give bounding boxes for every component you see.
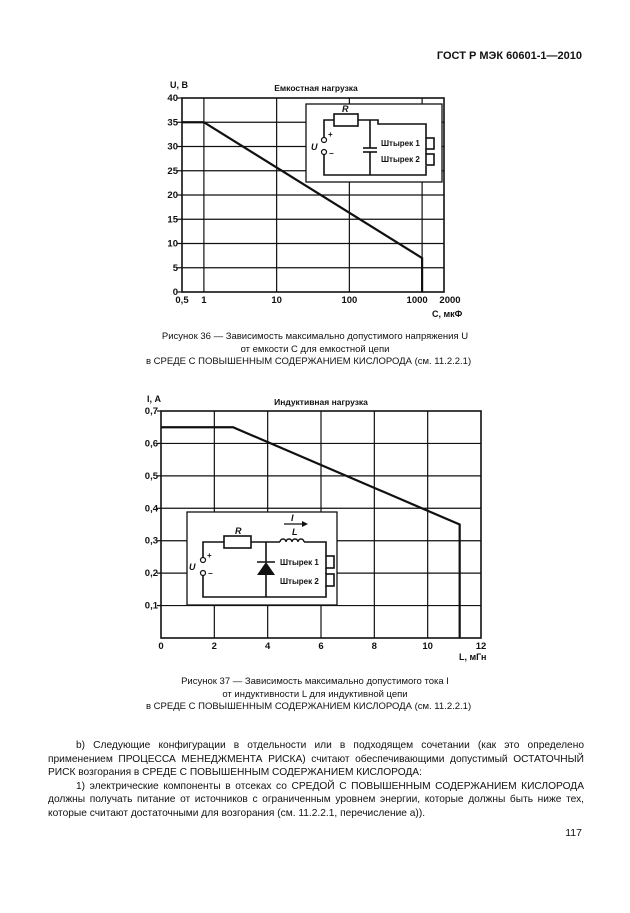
pin2-contact xyxy=(326,574,334,586)
y-tick-label: 5 xyxy=(172,262,178,274)
pin1-label: Штырек 1 xyxy=(381,139,420,148)
inductor-label: L xyxy=(292,527,298,537)
x-tick-label: 100 xyxy=(341,295,358,306)
pin2-contact xyxy=(426,154,434,165)
paragraph: 1) электрические компоненты в отсеках со СРЕДОЙ С ПОВЫШЕННЫМ СОДЕРЖАНИЕМ КИСЛОРОДА должны получать питание от источников с ограниченным уровнем энергии, которые должны быть ниже тех, которые считают достаточными для возгорания (см. 11.2.2.1, перечисление а)). xyxy=(48,780,584,819)
resistor-label: R xyxy=(235,526,242,536)
chart1-yticks xyxy=(167,93,182,298)
chart1-xlabel: C, мкФ xyxy=(432,309,463,319)
caption-line: в СРЕДЕ С ПОВЫШЕННЫМ СОДЕРЖАНИЕМ КИСЛОРОДА (см. 11.2.2.1) xyxy=(146,701,472,712)
chart2-title: Индуктивная нагрузка xyxy=(274,397,368,407)
x-tick-label: 2000 xyxy=(439,295,461,306)
x-tick-label: 12 xyxy=(475,641,487,652)
x-tick-label: 6 xyxy=(318,641,324,652)
y-tick-label: 30 xyxy=(167,141,178,153)
y-tick-label: 0,1 xyxy=(144,600,158,612)
x-tick-label: 8 xyxy=(371,641,377,652)
chart2-yticks xyxy=(145,406,161,612)
chart2-circuit xyxy=(187,512,337,605)
voltage-label: U xyxy=(311,142,318,152)
y-tick-label: 0,5 xyxy=(144,470,158,482)
y-tick-label: 0,3 xyxy=(144,535,158,547)
document-header: ГОСТ Р МЭК 60601-1—2010 xyxy=(436,50,582,62)
body-text xyxy=(48,739,584,821)
x-tick-label: 0 xyxy=(158,641,164,652)
chart-inductive xyxy=(145,394,487,662)
terminal-minus xyxy=(322,150,327,155)
caption-line: от емкости C для емкостной цепи xyxy=(240,343,390,355)
caption-line: от индуктивности L для индуктивной цепи xyxy=(222,688,408,700)
chart1-circuit xyxy=(306,104,442,182)
pin2-label: Штырек 2 xyxy=(280,577,319,586)
y-tick-label: 0,7 xyxy=(144,406,158,417)
y-tick-label: 10 xyxy=(167,238,178,250)
plus-sign: + xyxy=(207,551,212,560)
chart1-xticks xyxy=(175,295,460,306)
chart1-ylabel: U, В xyxy=(170,80,188,90)
y-tick-label: 25 xyxy=(167,165,178,177)
circuit1-box xyxy=(306,104,442,182)
plus-sign: + xyxy=(328,130,333,139)
chart2-ylabel: I, А xyxy=(147,394,162,404)
caption-line: Рисунок 36 — Зависимость максимально допустимого напряжения U xyxy=(161,331,469,342)
pin1-contact xyxy=(426,138,434,149)
resistor-label: R xyxy=(342,104,349,114)
y-tick-label: 40 xyxy=(167,93,178,104)
minus-sign: − xyxy=(208,569,213,578)
y-tick-label: 20 xyxy=(167,190,178,201)
chart-capacitive xyxy=(167,80,462,319)
terminal-plus xyxy=(322,138,327,143)
x-tick-label: 0,5 xyxy=(175,295,189,306)
y-tick-label: 35 xyxy=(167,117,178,129)
figure37-caption xyxy=(0,676,630,714)
caption-line: в СРЕДЕ С ПОВЫШЕННЫМ СОДЕРЖАНИЕМ КИСЛОРОДА (см. 11.2.2.1) xyxy=(146,356,472,367)
page-number: 117 xyxy=(565,827,582,839)
pin2-label: Штырек 2 xyxy=(381,155,420,164)
pin1-label: Штырек 1 xyxy=(280,558,319,567)
circuit1-resistor xyxy=(334,114,358,126)
current-label: I xyxy=(291,513,294,523)
terminal-plus xyxy=(201,558,206,563)
minus-sign: − xyxy=(329,149,334,158)
x-tick-label: 10 xyxy=(422,641,433,652)
voltage-label: U xyxy=(189,562,196,572)
chart2-xlabel: L, мГн xyxy=(459,652,487,662)
chart1-title: Емкостная нагрузка xyxy=(274,83,358,93)
y-tick-label: 15 xyxy=(167,214,178,226)
y-tick-label: 0,4 xyxy=(144,503,158,515)
figure36-caption xyxy=(0,331,630,369)
paragraph: b) Следующие конфигурации в отдельности или в подходящем сочетании (как это определено применением ПРОЦЕССА МЕНЕДЖМЕНТА РИСКА) считают обеспечивающими допустимый ОСТАТОЧНЫЙ РИСК возгорания в СРЕДЕ С ПОВЫШЕННЫМ СОДЕРЖАНИЕМ КИСЛОРОДА: xyxy=(48,740,584,779)
caption-line: Рисунок 37 — Зависимость максимально допустимого тока I xyxy=(181,676,449,687)
y-tick-label: 0 xyxy=(172,287,178,298)
terminal-minus xyxy=(201,571,206,576)
x-tick-label: 10 xyxy=(271,295,282,306)
circuit2-resistor xyxy=(224,536,251,548)
x-tick-label: 1 xyxy=(201,295,207,306)
y-tick-label: 0,2 xyxy=(144,568,158,580)
chart2-xticks xyxy=(158,641,486,652)
x-tick-label: 1000 xyxy=(406,295,428,306)
pin1-contact xyxy=(326,556,334,568)
x-tick-label: 4 xyxy=(265,641,271,652)
x-tick-label: 2 xyxy=(211,641,217,652)
y-tick-label: 0,6 xyxy=(144,438,158,450)
